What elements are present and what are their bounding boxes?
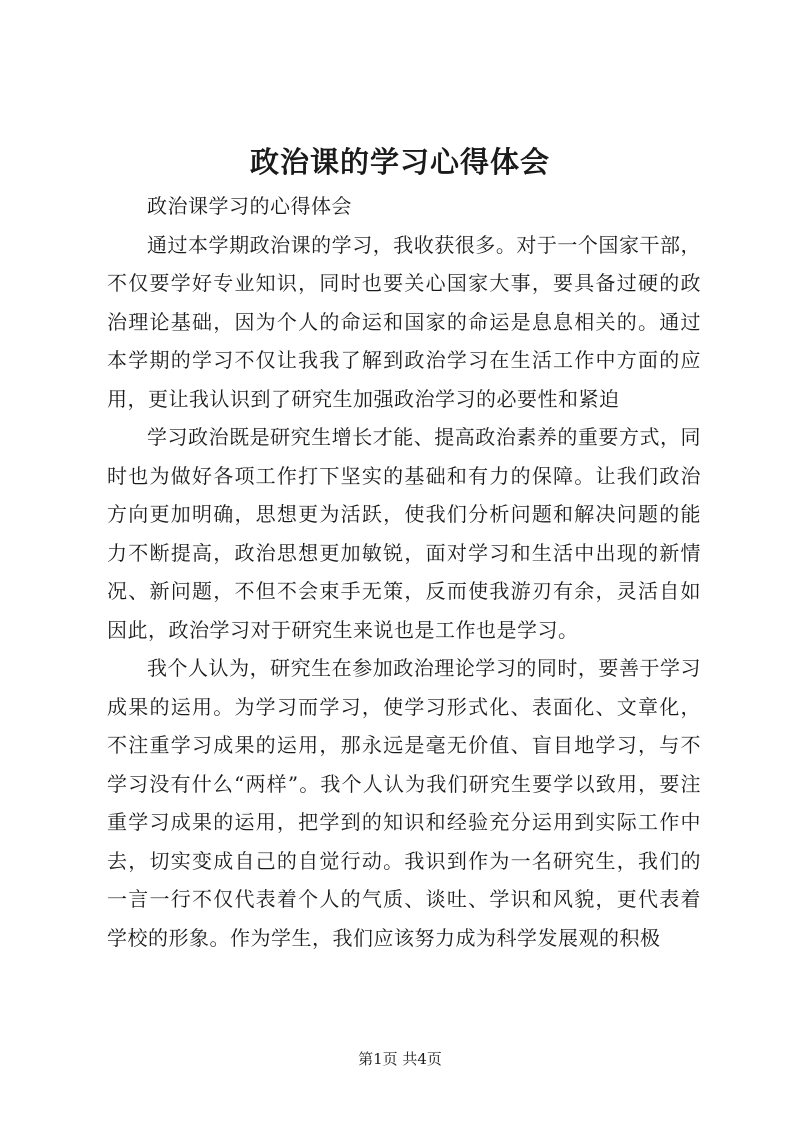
document-title: 政治课的学习心得体会 [249,145,550,179]
document-subtitle: 政治课学习的心得体会 [147,194,352,218]
paragraph-2: 学习政治既是研究生增长才能、提高政治素养的重要方式，同时也为做好各项工作打下坚实的基础和有力的保障。让我们政治方向更加明确，思想更为活跃，使我们分析问题和解决问题的能力不断提高，政治思想更加敏锐，面对学习和生活中出现的新情况、新问题，不但不会束手无策，反而使我游刃有余，灵活自如因此，政治学习对于研究生来说也是工作也是学习。 [107,425,701,642]
paragraph-3: 我个人认为，研究生在参加政治理论学习的同时，要善于学习成果的运用。为学习而学习，使学习形式化、表面化、文章化，不注重学习成果的运用，那永远是毫无价值、盲目地学习，与不学习没有什么“两样”。我个人认为我们研究生要学以致用，要注重学习成果的运用，把学到的知识和经验充分运用到实际工作中去，切实变成自己的自觉行动。我识到作为一名研究生，我们的一言一行不仅代表着个人的气质、谈吐、学识和风貌，更代表着学校的形象。作为学生，我们应该努力成为科学发展观的积极 [107,656,701,950]
document-body [107,187,701,957]
paragraph-1: 通过本学期政治课的学习，我收获很多。对于一个国家干部，不仅要学好专业知识，同时也要关心国家大事，要具备过硬的政治理论基础，因为个人的命运和国家的命运是息息相关的。通过本学期的学习不仅让我我了解到政治学习在生活工作中方面的应用，更让我认识到了研究生加强政治学习的必要性和紧迫 [107,232,701,411]
page-footer: 第1页 共4页 [358,1050,442,1068]
